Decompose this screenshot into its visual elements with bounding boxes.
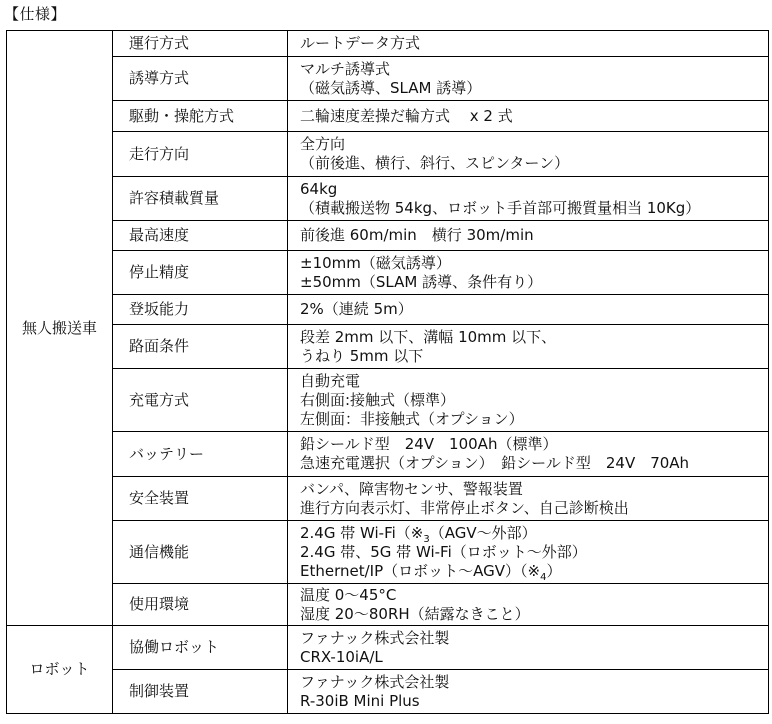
spec-value [288,432,769,477]
spec-line: 鉛シールド型 24V 100Ah（標準） [300,435,558,453]
spec-value [288,369,769,432]
spec-value [288,626,769,670]
item-label: 使用環境 [113,584,288,626]
item-label: 充電方式 [113,369,288,432]
table-row [7,584,769,626]
spec-line: 2.4G 帯 $Wi-Fi(※_3(AGV\sim$外部） [300,523,537,545]
spec-line: 自動充電 [300,371,361,390]
table-row [7,626,769,670]
spec-line: 二輪速度差操だ輪方式 x 2 式 [300,106,513,125]
spec-value [288,177,769,221]
spec-line: R-30iB Mini Plus [300,691,420,710]
spec-line: 64kg [300,179,338,198]
item-label: 協働ロボット [113,626,288,670]
item-label: 制御装置 [113,670,288,714]
spec-line: マルチ誘導式 [300,59,391,78]
spec-line: ファナック株式会社製 [300,628,450,647]
item-label: 安全装置 [113,477,288,521]
footnote-mark: 4 [540,571,547,583]
footnote-mark: 3 [423,533,430,545]
table-row [7,132,769,177]
item-label: 許容積載質量 [113,177,288,221]
spec-value [288,521,769,584]
spec-line: うねり 5mm 以下 [300,346,424,365]
group-label-agv: 無人搬送車 [7,31,113,626]
table-row [7,670,769,714]
spec-line: Ethernet/IP（ロボット$\sim AGV)(※_4)$ [300,561,562,583]
item-label: 誘導方式 [113,57,288,101]
spec-value [288,584,769,626]
spec-value [288,57,769,101]
spec-value [288,221,769,251]
table-row [7,477,769,521]
spec-line: 全方向 [300,135,346,153]
table-row [7,31,769,57]
section-heading: 【仕様】 [4,5,67,23]
spec-line: 前後進 60m/min 横行 30m/min [300,226,534,244]
spec-line: 左側面：非接触式（オプション） [300,409,524,428]
spec-line: 2.4G 帯、5G 帯 Wi-Fi（ロボット～外部） [300,542,587,561]
item-label: 運行方式 [113,31,288,57]
item-label: 走行方向 [113,132,288,177]
spec-line: 右側面:接触式（標準） [300,390,456,409]
item-label: 登坂能力 [113,295,288,325]
table-row [7,101,769,132]
table-row [7,251,769,295]
spec-line: 湿度 20～80RH（結露なきこと） [300,604,530,623]
table-row [7,432,769,477]
spec-line: 温度 0～45°C [300,585,397,604]
table-row [7,221,769,251]
spec-value [288,670,769,714]
spec-value [288,132,769,177]
item-label: バッテリー [113,432,288,477]
item-label: 駆動・操舵方式 [113,101,288,132]
spec-line: ±50mm（SLAM 誘導、条件有り） [300,272,543,291]
spec-value [288,325,769,369]
spec-table [6,30,769,714]
item-label: 通信機能 [113,521,288,584]
item-label: 最高速度 [113,221,288,251]
spec-value [288,31,769,57]
spec-line: （磁気誘導、SLAM 誘導） [300,78,482,97]
spec-line: 進行方向表示灯、非常停止ボタン、自己診断検出 [300,498,629,517]
spec-line: ファナック株式会社製 [300,672,450,691]
table-row [7,177,769,221]
table-row [7,521,769,584]
item-label: 停止精度 [113,251,288,295]
group-label-robot: ロボット [7,626,113,714]
spec-value [288,251,769,295]
spec-value [288,295,769,325]
table-row [7,57,769,101]
spec-value [288,477,769,521]
spec-line: ±10mm（磁気誘導） [300,253,451,272]
spec-line: （積載搬送物 54kg、ロボット手首部可搬質量相当 10Kg） [300,198,701,217]
table-row [7,369,769,432]
spec-line: バンパ、障害物センサ、警報装置 [300,479,523,498]
spec-line: ルートデータ方式 [300,34,421,52]
item-label: 路面条件 [113,325,288,369]
spec-line: 段差 2mm 以下、溝幅 10mm 以下、 [300,327,557,346]
spec-line: CRX-10iA/L [300,647,383,666]
spec-line: 2%（連続 5m） [300,300,413,318]
spec-line: 急速充電選択（オプション） 鉛シールド型 24V 70Ah [300,454,690,472]
table-row [7,295,769,325]
spec-line: （前後進、横行、斜行、スピンターン） [300,154,570,172]
spec-value [288,101,769,132]
table-row [7,325,769,369]
